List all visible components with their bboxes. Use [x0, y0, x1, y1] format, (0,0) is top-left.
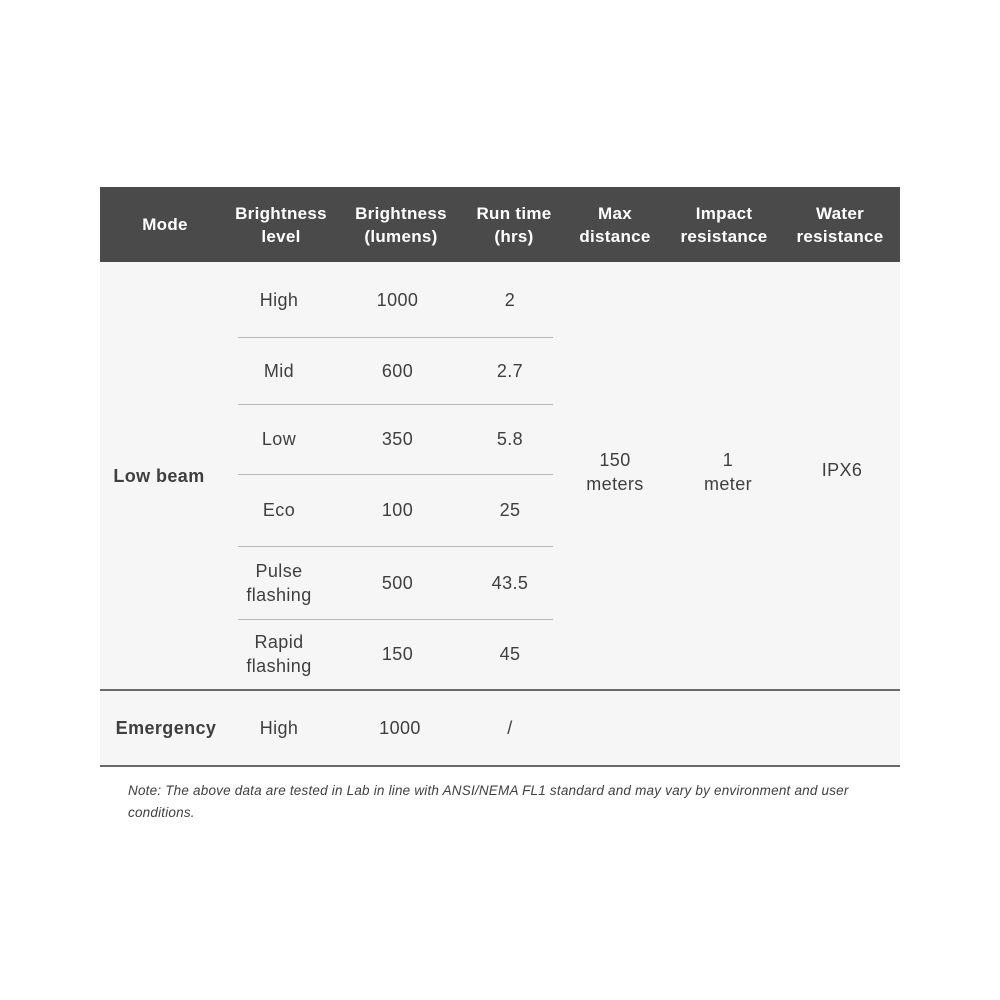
table-header — [100, 187, 900, 262]
footnote: Note: The above data are tested in Lab in line with ANSI/NEMA FL1 standard and may vary by environment and user conditions. — [128, 783, 849, 820]
runtime-cell: / — [507, 718, 513, 738]
header-max-distance: Max distance — [579, 203, 651, 246]
water-resistance-cell: IPX6 — [821, 460, 863, 480]
table-bottom-border — [100, 765, 900, 767]
impact-resistance-cell: 1 meter — [703, 450, 752, 494]
header-water-resistance: Water resistance — [796, 203, 884, 246]
lumens-cell: 100 — [381, 500, 414, 520]
level-cell: Pulse flashing — [246, 560, 312, 605]
header-brightness-lumens: Brightness (lumens) — [355, 203, 447, 246]
level-cell: High — [259, 289, 299, 310]
header-impact-resistance: Impact resistance — [680, 203, 768, 246]
lumens-cell: 350 — [381, 429, 414, 449]
mode-emergency: Emergency — [115, 718, 217, 738]
runtime-cell: 43.5 — [491, 572, 529, 593]
runtime-cell: 25 — [499, 500, 521, 520]
lumens-cell: 600 — [381, 360, 414, 381]
table-body — [100, 262, 900, 767]
lumens-cell: 500 — [381, 572, 414, 593]
level-cell: Low — [261, 429, 297, 449]
header-mode: Mode — [142, 215, 188, 234]
runtime-cell: 5.8 — [496, 429, 524, 449]
runtime-cell: 45 — [499, 644, 521, 664]
lumens-cell: 150 — [381, 644, 414, 664]
runtime-cell: 2 — [504, 289, 516, 310]
level-cell: Rapid flashing — [246, 632, 312, 676]
mode-low-beam: Low beam — [113, 465, 205, 486]
lumens-cell: 1000 — [376, 289, 419, 310]
header-brightness-level: Brightness level — [235, 203, 327, 246]
max-distance-cell: 150 meters — [586, 450, 644, 494]
spec-table — [100, 187, 900, 767]
lumens-cell: 1000 — [379, 718, 421, 738]
header-run-time: Run time (hrs) — [476, 203, 552, 246]
level-cell: Eco — [262, 500, 296, 520]
level-cell: Mid — [263, 360, 295, 381]
runtime-cell: 2.7 — [496, 360, 524, 381]
level-cell: High — [259, 718, 299, 738]
